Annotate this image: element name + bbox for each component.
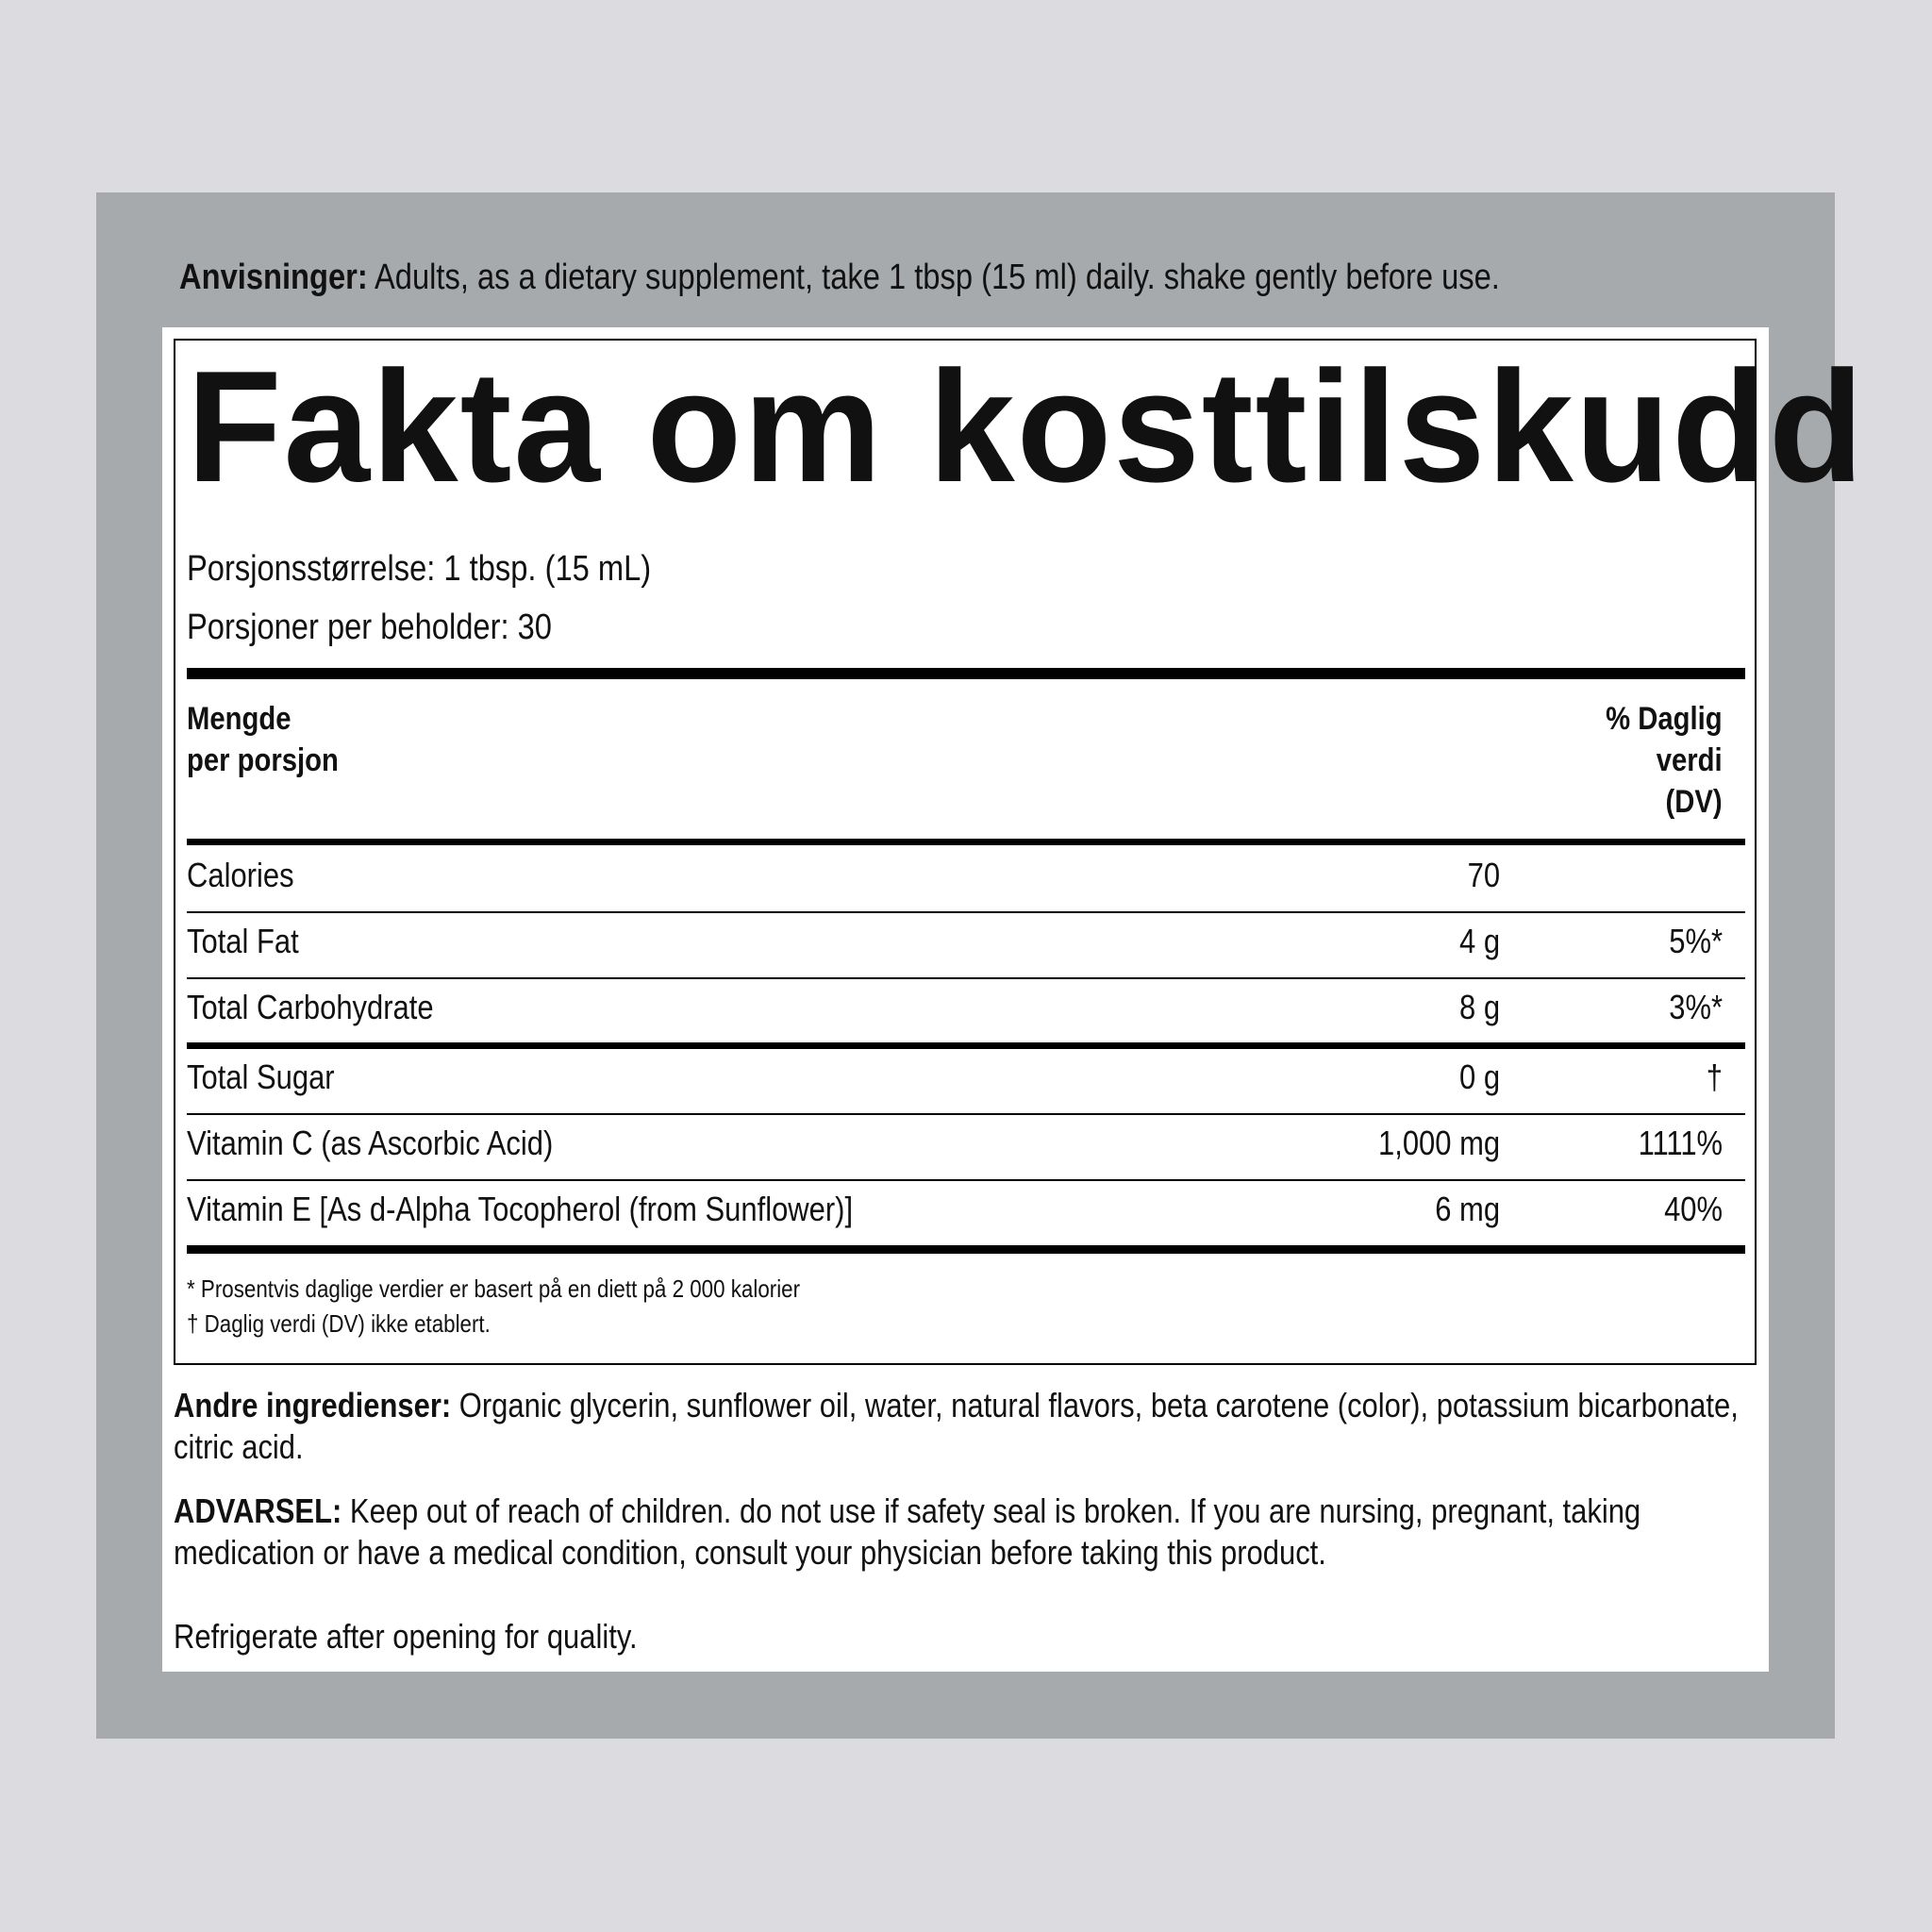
nutrient-name: Vitamin E [As d-Alpha Tocopherol (from Sunflower)] [187, 1190, 854, 1228]
nutrient-amount: 6 mg [1435, 1190, 1500, 1228]
amount-per-serving-header [187, 698, 339, 781]
row-divider [187, 977, 1745, 979]
nutrient-dv: 5%* [1669, 922, 1723, 960]
row-divider [187, 911, 1745, 913]
storage-instructions: Refrigerate after opening for quality. [174, 1617, 638, 1656]
footnote-not-established: † Daglig verdi (DV) ikke etablert. [187, 1309, 491, 1338]
nutrient-amount: 1,000 mg [1377, 1124, 1500, 1162]
nutrient-row [187, 1123, 1723, 1164]
warning-label: ADVARSEL: [174, 1491, 342, 1530]
nutrient-row [187, 855, 1723, 896]
header-left-line2: per porsjon [187, 742, 339, 778]
nutrient-name: Calories [187, 856, 294, 894]
nutrient-name: Total Fat [187, 922, 299, 960]
nutrient-name: Total Sugar [187, 1058, 335, 1096]
nutrient-row [187, 1189, 1723, 1230]
nutrient-dv: 1111% [1638, 1124, 1723, 1162]
facts-title: Fakta om kosttilskudd [187, 338, 1866, 515]
warning [174, 1491, 1772, 1574]
other-ingredients-text: Organic glycerin, sunflower oil, water, natural flavors, beta carotene (color), potassium bicarbonate, citric acid. [174, 1386, 1739, 1466]
nutrient-amount: 70 [1467, 856, 1500, 894]
nutrient-dv: † [1706, 1058, 1723, 1096]
header-divider [187, 839, 1745, 845]
nutrient-dv: 3%* [1669, 988, 1723, 1026]
other-ingredients [174, 1385, 1772, 1468]
thick-divider [187, 668, 1745, 679]
row-divider [187, 1179, 1745, 1181]
nutrient-row [187, 987, 1723, 1028]
daily-value-header [1607, 698, 1723, 823]
nutrient-row [187, 1057, 1723, 1098]
nutrient-name: Vitamin C (as Ascorbic Acid) [187, 1124, 554, 1162]
other-ingredients-label: Andre ingredienser: [174, 1386, 452, 1424]
directions [179, 255, 1599, 300]
section-divider [187, 1042, 1745, 1049]
header-left-line1: Mengde [187, 701, 291, 737]
bottom-divider [187, 1245, 1745, 1254]
serving-size: Porsjonsstørrelse: 1 tbsp. (15 mL) [187, 549, 652, 589]
row-divider [187, 1113, 1745, 1115]
servings-per-container: Porsjoner per beholder: 30 [187, 608, 552, 647]
header-right-line3: (DV) [1665, 784, 1723, 820]
warning-text: Keep out of reach of children. do not use if safety seal is broken. If you are nursing, pregnant, taking medication or have a medical condition, consult your physician before taking this product. [174, 1491, 1641, 1572]
nutrient-dv: 40% [1664, 1190, 1723, 1228]
directions-label: Anvisninger: [179, 258, 368, 297]
header-right-line2: verdi [1657, 742, 1723, 778]
footnote-daily-values: * Prosentvis daglige verdier er basert på en diett på 2 000 kalorier [187, 1274, 801, 1303]
nutrient-amount: 0 g [1458, 1058, 1500, 1096]
header-right-line1: % Daglig [1606, 701, 1723, 737]
directions-text: Adults, as a dietary supplement, take 1 tbsp (15 ml) daily. shake gently before use. [367, 258, 1500, 297]
nutrient-amount: 4 g [1458, 922, 1500, 960]
nutrient-name: Total Carbohydrate [187, 988, 434, 1026]
nutrient-row [187, 921, 1723, 962]
nutrient-amount: 8 g [1458, 988, 1500, 1026]
